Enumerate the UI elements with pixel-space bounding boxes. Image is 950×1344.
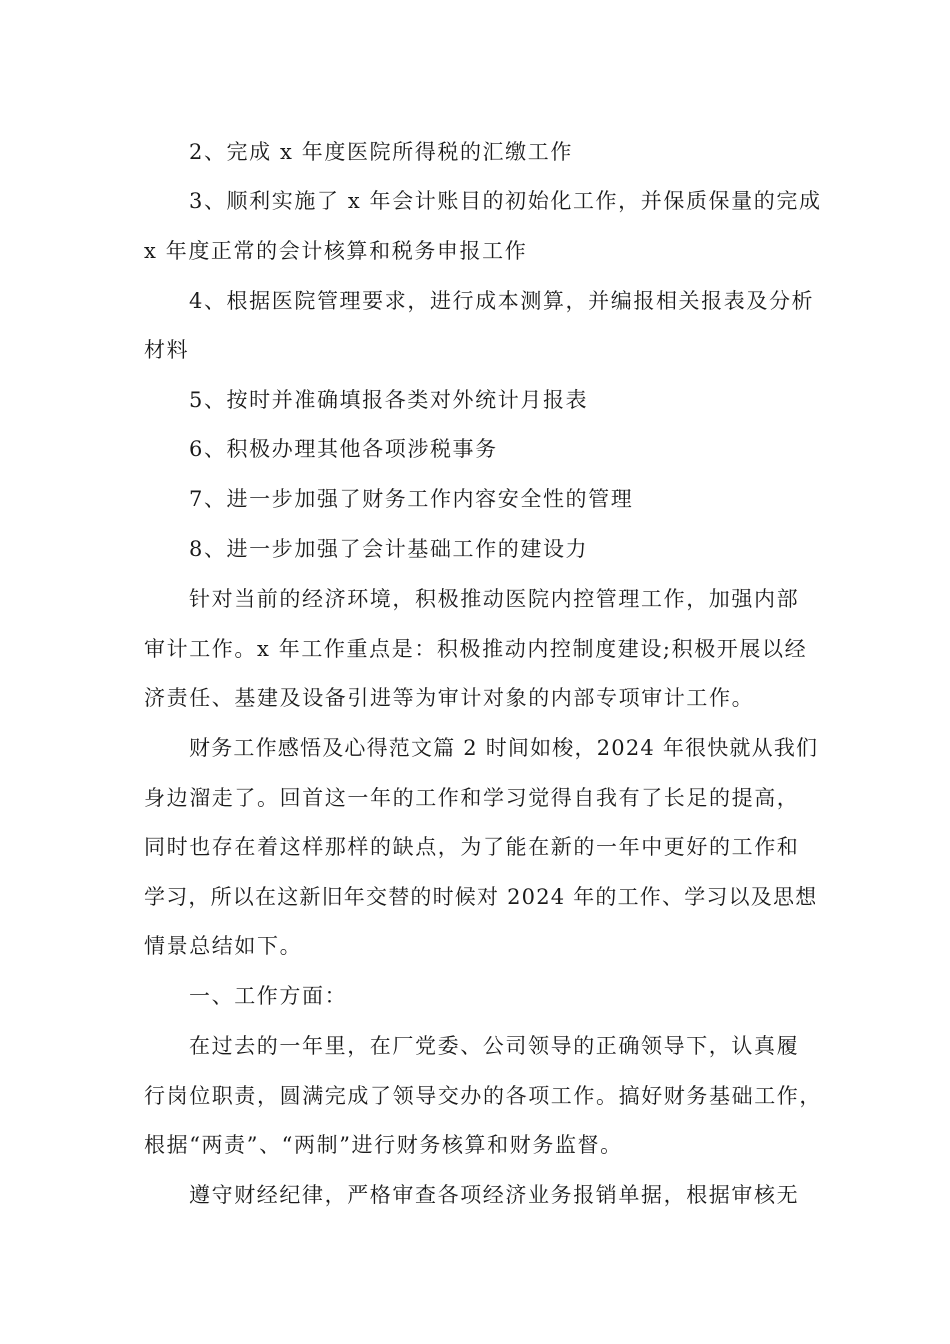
text-line: 6、积极办理其他各项涉税事务 bbox=[189, 437, 498, 461]
text-line: 学习，所以在这新旧年交替的时候对 2024 年的工作、学习以及思想 bbox=[144, 885, 818, 909]
text-line: 在过去的一年里，在厂党委、公司领导的正确领导下，认真履 bbox=[189, 1034, 800, 1058]
text-line: 2、完成 x 年度医院所得税的汇缴工作 bbox=[189, 140, 573, 164]
text-line: 4、根据医院管理要求，进行成本测算，并编报相关报表及分析 bbox=[189, 289, 815, 313]
text-line: 材料 bbox=[144, 338, 190, 362]
text-line: 8、进一步加强了会计基础工作的建设力 bbox=[189, 537, 589, 561]
text-line: 行岗位职责，圆满完成了领导交办的各项工作。搞好财务基础工作， bbox=[144, 1084, 822, 1108]
text-line: 财务工作感悟及心得范文篇 2 时间如梭，2024 年很快就从我们 bbox=[189, 736, 819, 760]
text-line: 3、顺利实施了 x 年会计账目的初始化工作，并保质保量的完成 bbox=[189, 189, 822, 213]
text-line: 5、按时并准确填报各类对外统计月报表 bbox=[189, 388, 589, 412]
section-heading: 一、工作方面： bbox=[189, 984, 348, 1008]
text-line: x 年度正常的会计核算和税务申报工作 bbox=[144, 239, 528, 263]
text-line: 身边溜走了。回首这一年的工作和学习觉得自我有了长足的提高， bbox=[144, 786, 800, 810]
text-line: 情景总结如下。 bbox=[144, 934, 303, 958]
text-line: 济责任、基建及设备引进等为审计对象的内部专项审计工作。 bbox=[144, 686, 755, 710]
text-line: 7、进一步加强了财务工作内容安全性的管理 bbox=[189, 487, 634, 511]
text-line: 审计工作。x 年工作重点是：积极推动内控制度建设;积极开展以经 bbox=[144, 637, 808, 661]
text-line: 针对当前的经济环境，积极推动医院内控管理工作，加强内部 bbox=[189, 587, 800, 611]
text-line: 同时也存在着这样那样的缺点，为了能在新的一年中更好的工作和 bbox=[144, 835, 800, 859]
text-line: 遵守财经纪律，严格审查各项经济业务报销单据，根据审核无 bbox=[189, 1183, 800, 1207]
text-line: 根据“两责”、“两制”进行财务核算和财务监督。 bbox=[144, 1133, 623, 1157]
